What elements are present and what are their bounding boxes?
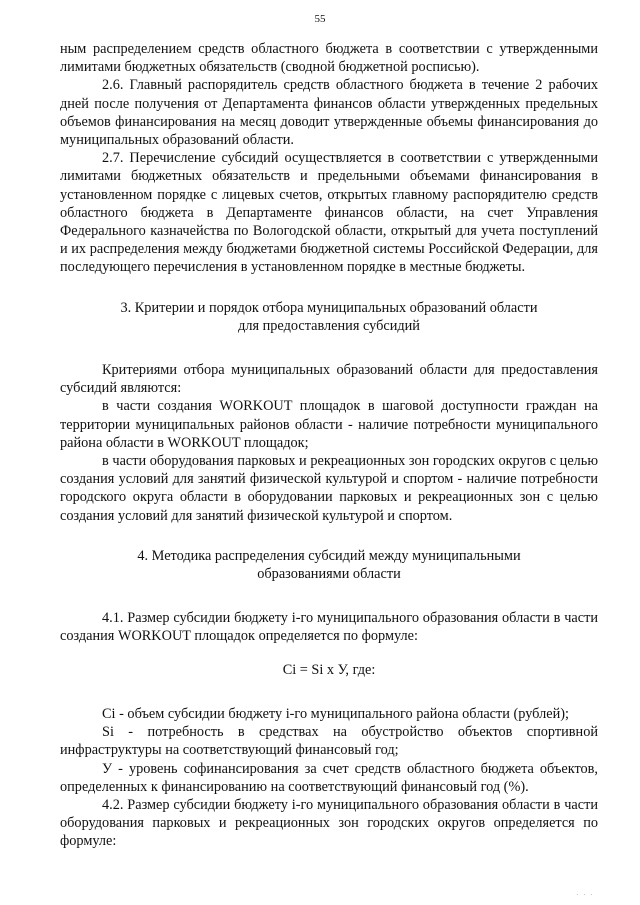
criteria-parks: в части оборудования парковых и рекреационных зон городских округов с целью создания условий для занятий физической культурой и спортом - наличие потребности городского округа области в оборудовании парковых и рекреационных зон с целью создания условий для занятий физической культурой и спортом. — [60, 453, 598, 524]
section-heading-4: 4. Методика распределения субсидий между муниципальными образованиями области — [137, 547, 521, 583]
paragraph-4-1: 4.1. Размер субсидии бюджету i-го муниципального образования области в части создания WORKOUT площадок определяется по формуле: — [60, 610, 598, 645]
definition-si: Si - потребность в средствах на обустройство объектов спортивной инфраструктуры на соответствующий финансовый год; — [60, 724, 598, 759]
definition-ci: Ci - объем субсидии бюджету i-го муниципального района области (рублей); — [102, 705, 569, 722]
page-number: 55 — [314, 13, 326, 25]
definition-u: У - уровень софинансирования за счет средств областного бюджета объектов, определенных к финансированию на соответствующий финансовый год (%). — [60, 760, 598, 795]
paragraph-2-7: 2.7. Перечисление субсидий осуществляется в соответствии с утвержденными лимитами бюджетных обязательств и предельными объемами финансирования в установленном порядке с лицевых счетов, открытых главному распорядителю средств областного бюджета в Департаменте финансов области, на счет Управления Федерального казначейства по Вологодской области, открытый для учета поступлений и их распределения между бюджетами бюджетной системы Российской Федерации, для последующего перечисления в установленном порядке в местные бюджеты. — [60, 150, 598, 276]
scan-mark-decoration: . . . — [576, 891, 594, 897]
document-body — [60, 40, 598, 851]
section-heading-3: 3. Критерии и порядок отбора муниципальных образований области для предоставления субсидий — [120, 299, 538, 334]
formula: Ci = Si x У, где: — [282, 661, 376, 678]
criteria-workout: в части создания WORKOUT площадок в шаговой доступности граждан на территории муниципальных районов области - наличие потребности муниципального района области в WORKOUT площадок; — [60, 398, 598, 451]
criteria-intro: Критериями отбора муниципальных образований области для предоставления субсидий являются: — [60, 362, 598, 397]
paragraph-4-2: 4.2. Размер субсидии бюджету i-го муниципального образования области в части оборудования парковых и рекреационных зон городских округов определяется по формуле: — [60, 796, 598, 850]
paragraph-continuation: ным распределением средств областного бюджета в соответствии с утвержденными лимитами бюджетных обязательств (сводной бюджетной росписью). — [60, 41, 598, 76]
paragraph-2-6: 2.6. Главный распорядитель средств областного бюджета в течение 2 рабочих дней после получения от Департамента финансов области утвержденных предельных объемов финансирования на месяц доводит утвержденные объемы финансирования до муниципальных образований области. — [60, 77, 598, 149]
